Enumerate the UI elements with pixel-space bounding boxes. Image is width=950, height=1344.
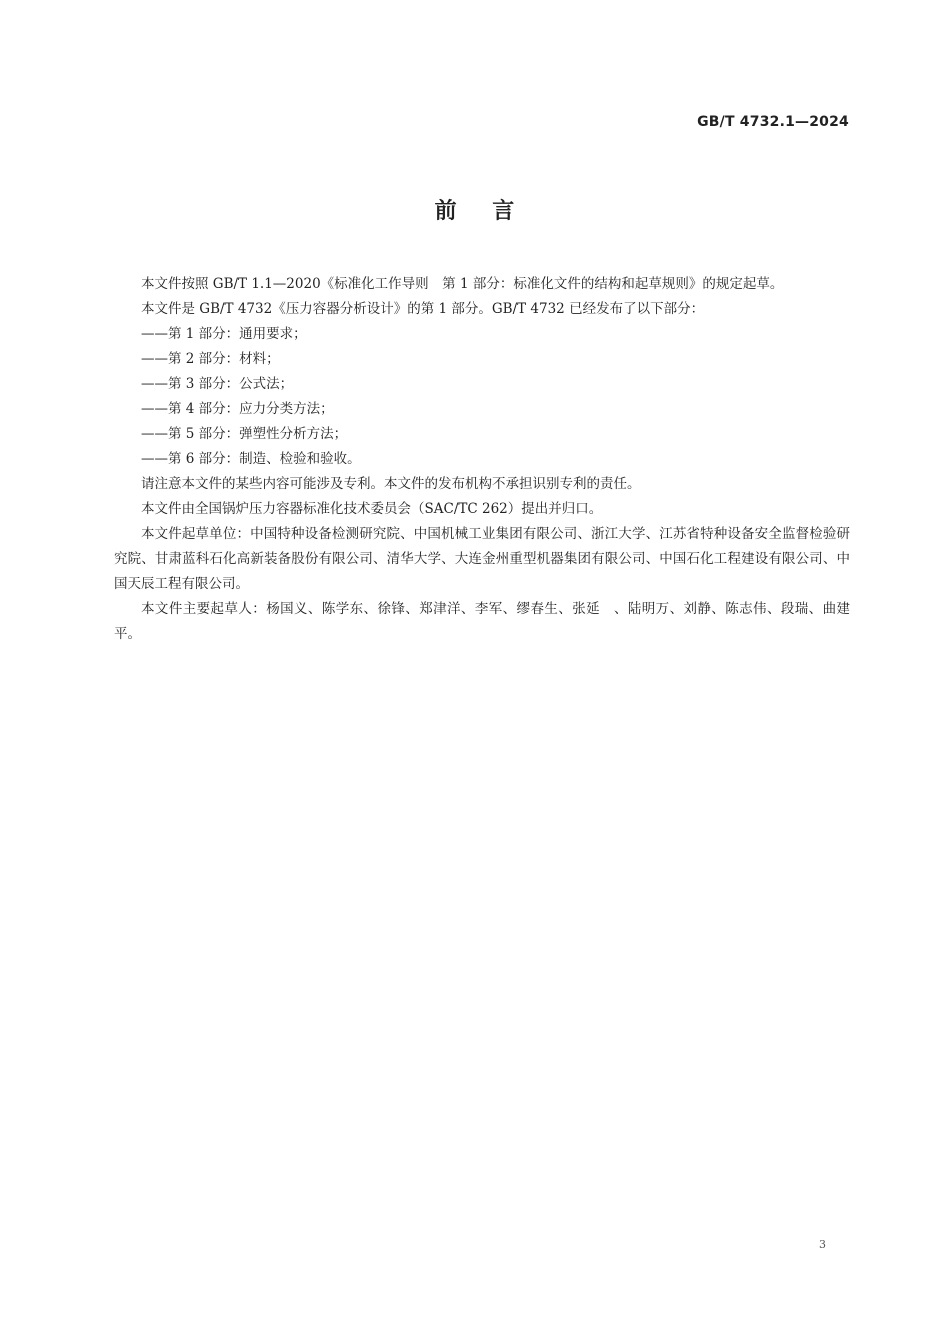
- paragraph-parts-intro: 本文件是 GB/T 4732《压力容器分析设计》的第 1 部分。GB/T 4732 已经发布了以下部分：: [141, 301, 705, 317]
- paragraph-drafting-rules: 本文件按照 GB/T 1.1—2020《标准化工作导则 第 1 部分：标准化文件的结构和起草规则》的规定起草。: [141, 276, 784, 292]
- paragraph-drafting-units: 本文件起草单位：中国特种设备检测研究院、中国机械工业集团有限公司、浙江大学、江苏省特种设备安全监督检验研究院、甘肃蓝科石化高新装备股份有限公司、清华大学、大连金州重型机器集团有限公司、中国石化工程建设有限公司、中国天辰工程有限公司。: [114, 526, 850, 592]
- page-title: 前 言: [434, 199, 516, 224]
- list-item: ——第 3 部分：公式法；: [141, 376, 294, 392]
- foreword-body: [114, 272, 850, 647]
- paragraph-patent-notice: 请注意本文件的某些内容可能涉及专利。本文件的发布机构不承担识别专利的责任。: [141, 476, 641, 492]
- standard-code: GB/T 4732.1—2024: [697, 114, 849, 130]
- list-item: ——第 5 部分：弹塑性分析方法；: [141, 426, 348, 442]
- list-item: ——第 6 部分：制造、检验和验收。: [141, 451, 361, 467]
- list-item: ——第 4 部分：应力分类方法；: [141, 401, 334, 417]
- list-item: ——第 2 部分：材料；: [141, 351, 280, 367]
- list-item: ——第 1 部分：通用要求；: [141, 326, 307, 342]
- page-number: 3: [819, 1238, 826, 1251]
- paragraph-proposer: 本文件由全国锅炉压力容器标准化技术委员会（SAC/TC 262）提出并归口。: [141, 501, 603, 517]
- paragraph-drafters: 本文件主要起草人：杨国义、陈学东、徐锋、郑津洋、李军、缪春生、张延 、陆明万、刘静、陈志伟、段瑞、曲建平。: [114, 601, 850, 642]
